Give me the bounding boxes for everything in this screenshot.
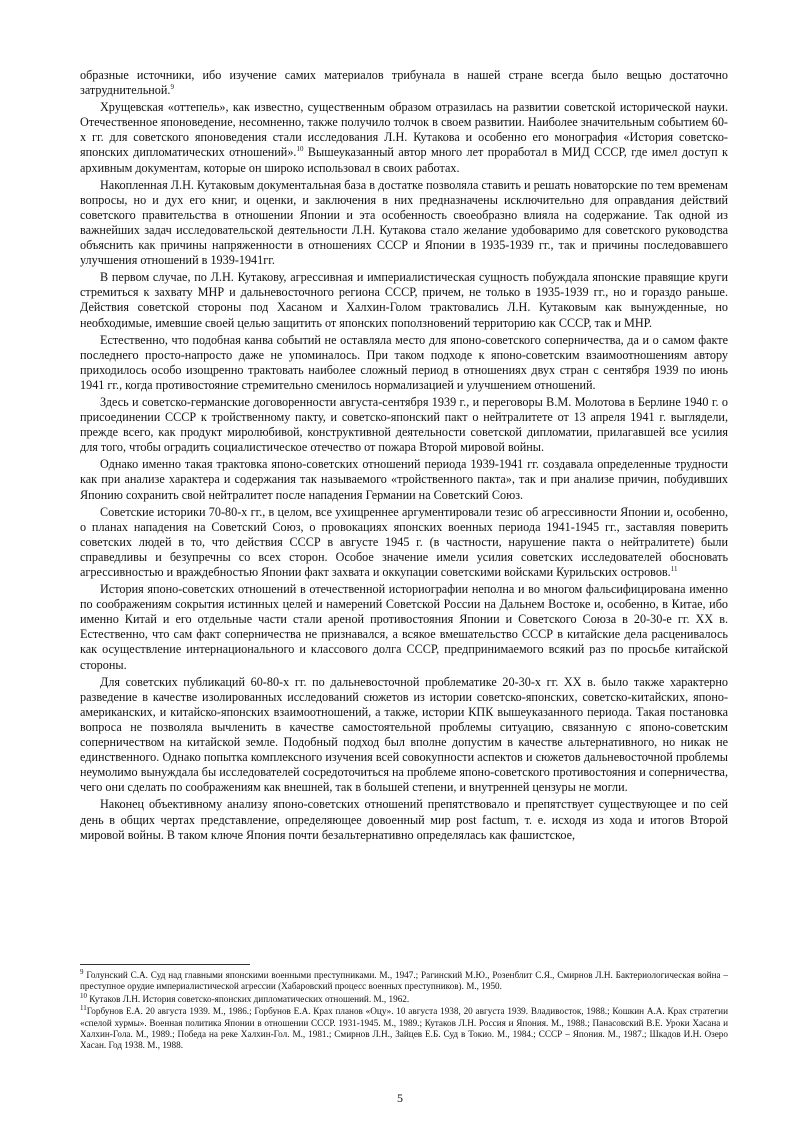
paragraph-text: Вышеуказанный автор много лет проработал в МИД СССР, где имел доступ к архивным документам, которые он широко использовал в своих работах. [80, 145, 728, 175]
page-number: 5 [397, 1091, 403, 1105]
document-body [80, 68, 728, 845]
footnote-11 [80, 1006, 728, 1052]
footnotes [80, 967, 728, 1053]
paragraph-4: Естественно, что подобная канва событий не оставляла место для японо-советского соперничества, да и о самом факте последнего просто-напросто даже не упоминалось. При таком подходе к японо-советским взаимоотношениям автору приходилось особо изощренно трактовать наиболее сложный период в отношениях двух стран с сентября 1939 по июнь 1941 гг., когда противостояние стремительно сменилось нормализацией и улучшением отношений. [80, 332, 728, 392]
paragraph-8: История японо-советских отношений в отечественной историографии неполна и во многом фальсифицирована именно по соображениям сокрытия истинных целей и намерений Советской России на Дальнем Востоке и, особенно, в Китае, ибо именно Китай и его отдельные части стали ареной противостояния Японии и Советского Союза в 20-30-е гг. XX в. Естественно, что сам факт соперничества не признавался, а всякое вмешательство СССР в китайские дела расценивалось как осуществление интернационального и классового долга СССР, предпринимаемого всякий раз по просьбе китайской стороны. [80, 582, 728, 672]
footnote-text: Горбунов Е.А. 20 августа 1939. М., 1986.; Горбунов Е.А. Крах планов «Оцу». 10 августа 1938, 20 августа 1939. Владивосток, 1988.; Кошкин А.А. Крах стратегии «спелой хурмы». Военная политика Японии в отношении СССР. 1931-1945. М., 1989.; Кутаков Л.Н. Россия и Япония. М., 1988.; Панасовский В.Е. Уроки Хасана и Халхин-Гола. М., 1989.; Победа на реке Халхин-Гол. М., 1981.; Смирнов Л.Н., Зайцев Е.Б. Суд в Токио. М., 1984.; СССР – Япония. М., 1987.; Шкадов И.Н. Озеро Хасан. Год 1938. М., 1988. [80, 1006, 728, 1051]
paragraph-5: Здесь и советско-германские договоренности августа-сентября 1939 г., и переговоры В.М. Молотова в Берлине 1940 г. о присоединении СССР к тройственному пакту, и советско-японский пакт о нейтралитете от 13 апреля 1941 г. выглядели, прежде всего, как продукт миролюбивой, конструктивной деятельности советской дипломатии, прилагавшей все усилия для того, чтобы оградить социалистическое отечество от пожара Второй мировой войны. [80, 394, 728, 455]
footnote-text: Голунский С.А. Суд над главными японскими военными преступниками. М., 1947.; Рагинский М.Ю., Розенблит С.Я., Смирнов Л.Н. Бактериологическая война – преступное орудие империалистической агрессии (Хабаровский процесс военных преступников). М., 1950. [80, 970, 728, 992]
paragraph-1 [80, 100, 728, 175]
paragraph-6: Однако именно такая трактовка японо-советских отношений периода 1939-1941 гг. создавала определенные трудности как при анализе характера и содержания так называемого «тройственного пакта», так и при анализе причин, побудивших Японию сохранить свой нейтралитет после нападения Германии на Советский Союз. [80, 457, 728, 502]
footnote-ref[interactable]: 9 [170, 83, 174, 92]
paragraph-2: Накопленная Л.Н. Кутаковым документальная база в достатке позволяла ставить и решать новаторские по тем временам вопросы, но и дух его книг, и оценки, и заключения в них предназначены исключительно для оправдания действий советского правительства в отношении Японии и эта особенность своеобразно влияла на содержание. Так одной из важнейших задач исследовательской деятельности Л.Н. Кутакова стало желание удобоваримо для советского руководства объяснить как причины напряженности в отношениях СССР и Японии в 1935-1939 гг., так и причины последовавшего улучшения отношений в 1939-1941гг. [80, 177, 728, 268]
footnote-ref[interactable]: 11 [670, 564, 678, 573]
footnote-text: Кутаков Л.Н. История советско-японских дипломатических отношений. М., 1962. [87, 993, 410, 1004]
paragraph-text: Советские историки 70-80-х гг., в целом, все ухищреннее аргументировали тезис об агрессивности Японии и, особенно, о планах нападения на Советский Союз, о провокациях японских военных периода 1941-1945 гг., заставляя поверить советских людей в то, что действия СССР в августе 1945 г. (в частности, нарушение пакта о нейтралитете) были справедливы и безупречны со всех сторон. Особое значение имели усилия советских исследователей обосновать агрессивностью и враждебностью Японии факт захвата и оккупации советскими войсками Курильских островов. [80, 504, 728, 579]
footnote-number: 9 [80, 967, 84, 976]
paragraph-10: Наконец объективному анализу японо-советских отношений препятствовало и препятствует существующее и по сей день в общих чертах представление, определяющее довоенный мир post factum, т. е. исходя из хода и итогов Второй мировой войны. В таком ключе Япония почти безальтернативно определялась как фашистское, [80, 797, 728, 842]
footnote-ref[interactable]: 10 [296, 145, 304, 154]
paragraph-3: В первом случае, по Л.Н. Кутакову, агрессивная и империалистическая сущность побуждала японские правящие круги стремиться к захвату МНР и дальневосточного региона СССР, причем, не только в 1935-1939 гг., но и гораздо раньше. Действия советской стороны под Хасаном и Халхин-Голом трактовались Л.Н. Кутаковым как вынужденные, но необходимые, имевшие своей целью защитить от японских поползновений территорию как СССР, так и МНР. [80, 270, 728, 330]
footnote-number: 10 [80, 991, 87, 1000]
paragraph-text: Хрущевская «оттепель», как известно, существенным образом отразилась на развитии советской исторической науки. Отечественное японоведение, несомненно, также получило толчок в своем развитии. Наиболее значительным событием 60-х гг. для советского японоведения стали исследования Л.Н. Кутакова и особенно его монография «История советско-японских дипломатических отношений». [80, 100, 728, 160]
footnote-9 [80, 967, 728, 993]
footnote-number: 11 [80, 1004, 87, 1013]
footnote-10 [80, 991, 728, 1005]
paragraph-0 [80, 68, 728, 98]
paragraph-text: образные источники, ибо изучение самих материалов трибунала в нашей стране всегда было вещью достаточно затруднительной. [80, 68, 728, 98]
paragraph-7 [80, 505, 728, 580]
paragraph-9: Для советских публикаций 60-80-х гг. по дальневосточной проблематике 20-30-х гг. XX в. было также характерно разведение в качестве изолированных исследований сюжетов из истории советско-японских, советско-китайских, японо-американских, и китайско-японских взаимоотношений, а также, истории КПК вышеуказанного периода. Такая постановка вопроса не позволяла вычленить в качестве самостоятельной проблемы ситуацию, связанную с японо-советским соперничеством на китайской земле. Подобный подход был вполне допустим в качестве альтернативного, но никак не единственного. Однако попытка комплексного изучения всей совокупности аспектов и сюжетов дальневосточной проблемы неумолимо вынуждала бы исследователей сосредоточиться на проблеме японо-советского противостояния и соперничества, чего они сделать по соображениям как внешней, так в большей степени, и внутренней цензуры не могли. [80, 674, 728, 795]
footnote-divider [80, 964, 250, 965]
